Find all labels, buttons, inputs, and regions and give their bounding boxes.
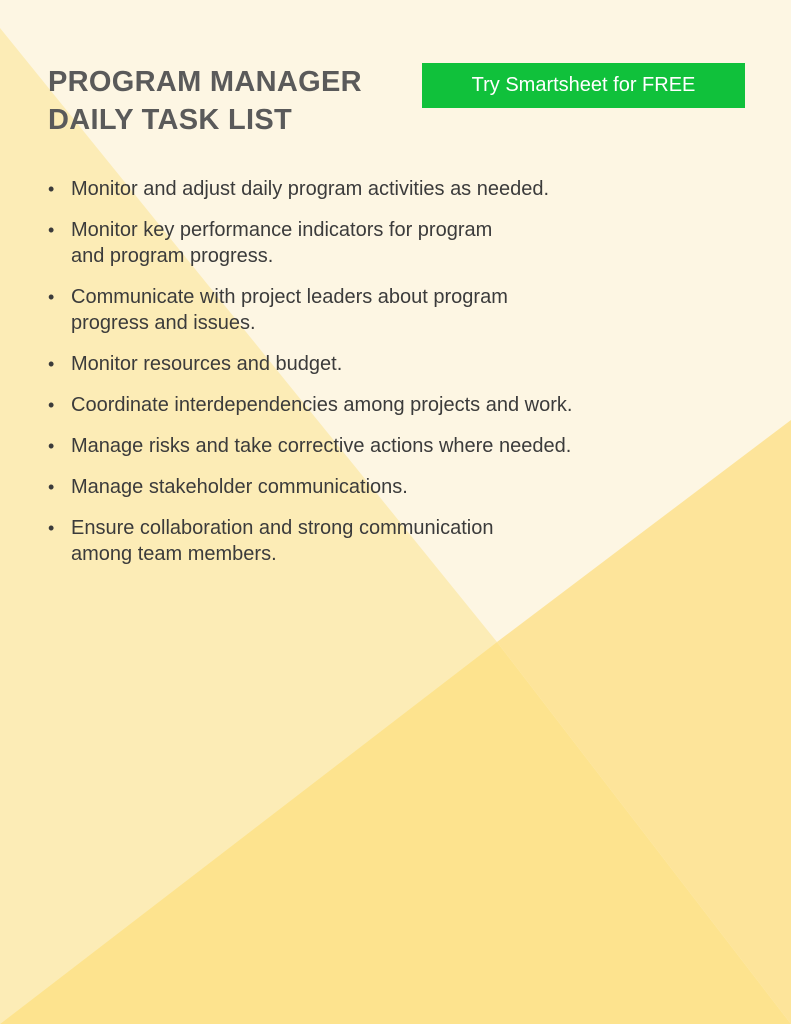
bullet-icon: • (48, 287, 55, 307)
task-text: Monitor and adjust daily program activities as needed. (71, 178, 550, 200)
bullet-icon: • (48, 477, 55, 497)
task-text: Monitor key performance indicators for program and program progress. (71, 219, 493, 267)
task-item (48, 392, 748, 418)
page-title-line-2: DAILY TASK LIST (48, 104, 293, 136)
task-item (48, 515, 748, 567)
bullet-icon: • (48, 354, 55, 374)
task-text: Monitor resources and budget. (71, 353, 343, 375)
task-item (48, 433, 748, 459)
page-title (48, 63, 408, 139)
task-text: Manage stakeholder communications. (71, 476, 408, 498)
try-smartsheet-button[interactable]: Try Smartsheet for FREE (422, 63, 745, 108)
bullet-icon: • (48, 518, 55, 538)
page-title-line-1: PROGRAM MANAGER (48, 66, 362, 98)
bullet-icon: • (48, 179, 55, 199)
bullet-icon: • (48, 395, 55, 415)
task-text: Communicate with project leaders about program progress and issues. (71, 286, 508, 334)
task-list (48, 176, 748, 582)
task-item (48, 284, 748, 336)
task-item (48, 474, 748, 500)
task-text: Ensure collaboration and strong communication among team members. (71, 517, 494, 565)
task-text: Coordinate interdependencies among projects and work. (71, 394, 573, 416)
task-item (48, 217, 748, 269)
task-text: Manage risks and take corrective actions where needed. (71, 435, 572, 457)
task-item (48, 176, 748, 202)
bullet-icon: • (48, 220, 55, 240)
bullet-icon: • (48, 436, 55, 456)
task-item (48, 351, 748, 377)
